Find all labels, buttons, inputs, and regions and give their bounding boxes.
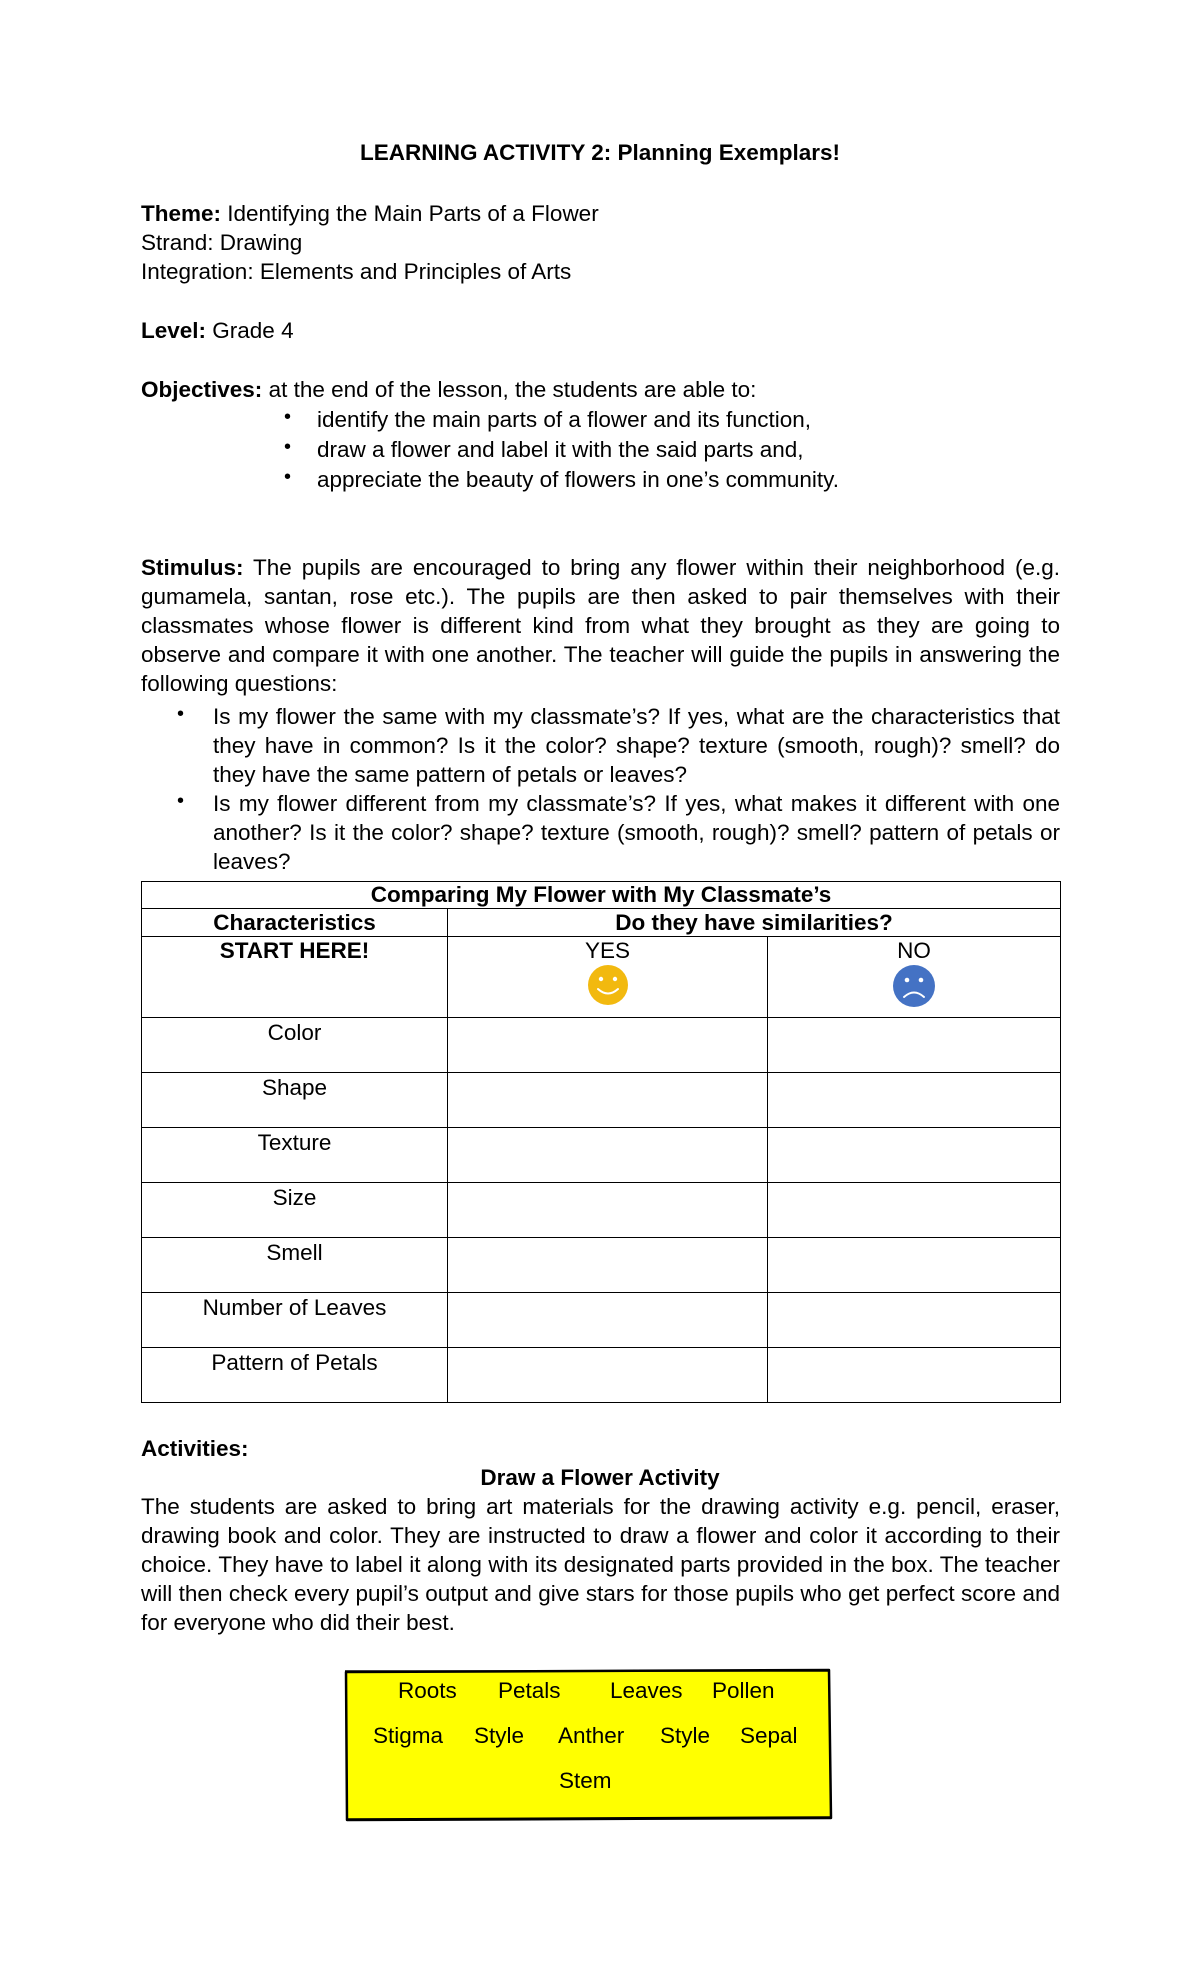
part-word: Style <box>660 1723 711 1748</box>
objectives-intro: at the end of the lesson, the students are able to: <box>262 377 757 402</box>
flower-parts-box <box>343 1668 833 1823</box>
stimulus-label: Stimulus: <box>141 555 244 580</box>
characteristic-cell: Texture <box>142 1128 448 1183</box>
page-title: LEARNING ACTIVITY 2: Planning Exemplars! <box>359 140 841 165</box>
yes-answer-cell[interactable] <box>448 1018 768 1073</box>
stimulus-question: Is my flower the same with my classmate’s? If yes, what are the characteristics that they have in common? Is it the color? shape? texture (smooth, rough)? smell? do they have the same pattern of petals or leaves? <box>213 704 1060 787</box>
objective-item: appreciate the beauty of flowers in one’s community. <box>317 467 839 492</box>
part-word: Roots <box>398 1678 457 1703</box>
part-word: Stem <box>559 1768 612 1793</box>
stimulus-text: The pupils are encouraged to bring any flower within their neighborhood (e.g. gumamela, santan, rose etc.). The pupils are then asked to pair themselves with their classmates whose flower is different kind from what they brought as they are going to observe and compare it with one another. The teacher will guide the pupils in answering the following questions: <box>141 555 1060 696</box>
theme-value: Identifying the Main Parts of a Flower <box>221 201 599 226</box>
part-word: Anther <box>558 1723 625 1748</box>
no-label: NO <box>897 938 931 963</box>
objective-item: identify the main parts of a flower and its function, <box>317 407 812 432</box>
table-title: Comparing My Flower with My Classmate’s <box>142 882 1061 909</box>
table-row <box>142 1293 1061 1348</box>
part-word: Stigma <box>373 1723 444 1748</box>
smiley-face-icon <box>587 964 629 1006</box>
no-answer-cell[interactable] <box>768 1238 1061 1293</box>
yes-answer-cell[interactable] <box>448 1293 768 1348</box>
bullet-icon: • <box>177 790 185 812</box>
part-word: Leaves <box>610 1678 683 1703</box>
level-line <box>141 316 294 345</box>
no-answer-cell[interactable] <box>768 1018 1061 1073</box>
characteristic-cell: Number of Leaves <box>142 1293 448 1348</box>
level-label: Level: <box>141 318 207 343</box>
characteristic-cell: Pattern of Petals <box>142 1348 448 1403</box>
table-row <box>142 1348 1061 1403</box>
theme-line <box>141 199 599 228</box>
part-word: Style <box>474 1723 525 1748</box>
col-header-characteristics: Characteristics <box>142 909 448 937</box>
table-row <box>142 1018 1061 1073</box>
no-header-cell <box>768 937 1061 1018</box>
yes-answer-cell[interactable] <box>448 1183 768 1238</box>
bullet-icon: • <box>284 466 292 488</box>
bullet-icon: • <box>284 436 292 458</box>
part-word: Sepal <box>740 1723 798 1748</box>
objectives-line <box>141 375 756 404</box>
no-answer-cell[interactable] <box>768 1128 1061 1183</box>
activities-label: Activities: <box>141 1436 249 1461</box>
activities-subtitle: Draw a Flower Activity <box>480 1465 720 1490</box>
no-answer-cell[interactable] <box>768 1073 1061 1128</box>
characteristic-cell: Size <box>142 1183 448 1238</box>
strand-line: Strand: Drawing <box>141 230 303 255</box>
bullet-icon: • <box>284 406 292 428</box>
theme-label: Theme: <box>141 201 222 226</box>
start-here-cell: START HERE! <box>142 937 448 1018</box>
col-header-similarities: Do they have similarities? <box>448 909 1061 937</box>
objectives-label: Objectives: <box>141 377 263 402</box>
characteristic-cell: Smell <box>142 1238 448 1293</box>
no-answer-cell[interactable] <box>768 1293 1061 1348</box>
table-row <box>142 1183 1061 1238</box>
integration-line: Integration: Elements and Principles of Arts <box>141 259 572 284</box>
yes-answer-cell[interactable] <box>448 1073 768 1128</box>
level-value: Grade 4 <box>206 318 294 343</box>
part-word: Pollen <box>712 1678 775 1703</box>
no-answer-cell[interactable] <box>768 1183 1061 1238</box>
yes-answer-cell[interactable] <box>448 1128 768 1183</box>
table-row <box>142 1238 1061 1293</box>
stimulus-paragraph <box>141 553 1060 698</box>
yes-answer-cell[interactable] <box>448 1348 768 1403</box>
comparison-table <box>141 881 1061 1403</box>
yes-label: YES <box>584 938 631 963</box>
bullet-icon: • <box>177 703 185 725</box>
yes-header-cell <box>448 937 768 1018</box>
part-word: Petals <box>498 1678 561 1703</box>
frown-face-icon <box>892 964 936 1008</box>
table-row <box>142 1073 1061 1128</box>
yes-answer-cell[interactable] <box>448 1238 768 1293</box>
stimulus-question: Is my flower different from my classmate’s? If yes, what makes it different with one another? Is it the color? shape? texture (smooth, rough)? smell? pattern of petals or leaves? <box>213 791 1060 874</box>
no-answer-cell[interactable] <box>768 1348 1061 1403</box>
activities-paragraph: The students are asked to bring art materials for the drawing activity e.g. pencil, eraser, drawing book and color. They are instructed to draw a flower and color it according to their choice. They have to label it along with its designated parts provided in the box. The teacher will then check every pupil’s output and give stars for those pupils who get perfect score and for everyone who did their best. <box>141 1494 1060 1635</box>
objective-item: draw a flower and label it with the said parts and, <box>317 437 804 462</box>
characteristic-cell: Color <box>142 1018 448 1073</box>
table-row <box>142 1128 1061 1183</box>
characteristic-cell: Shape <box>142 1073 448 1128</box>
